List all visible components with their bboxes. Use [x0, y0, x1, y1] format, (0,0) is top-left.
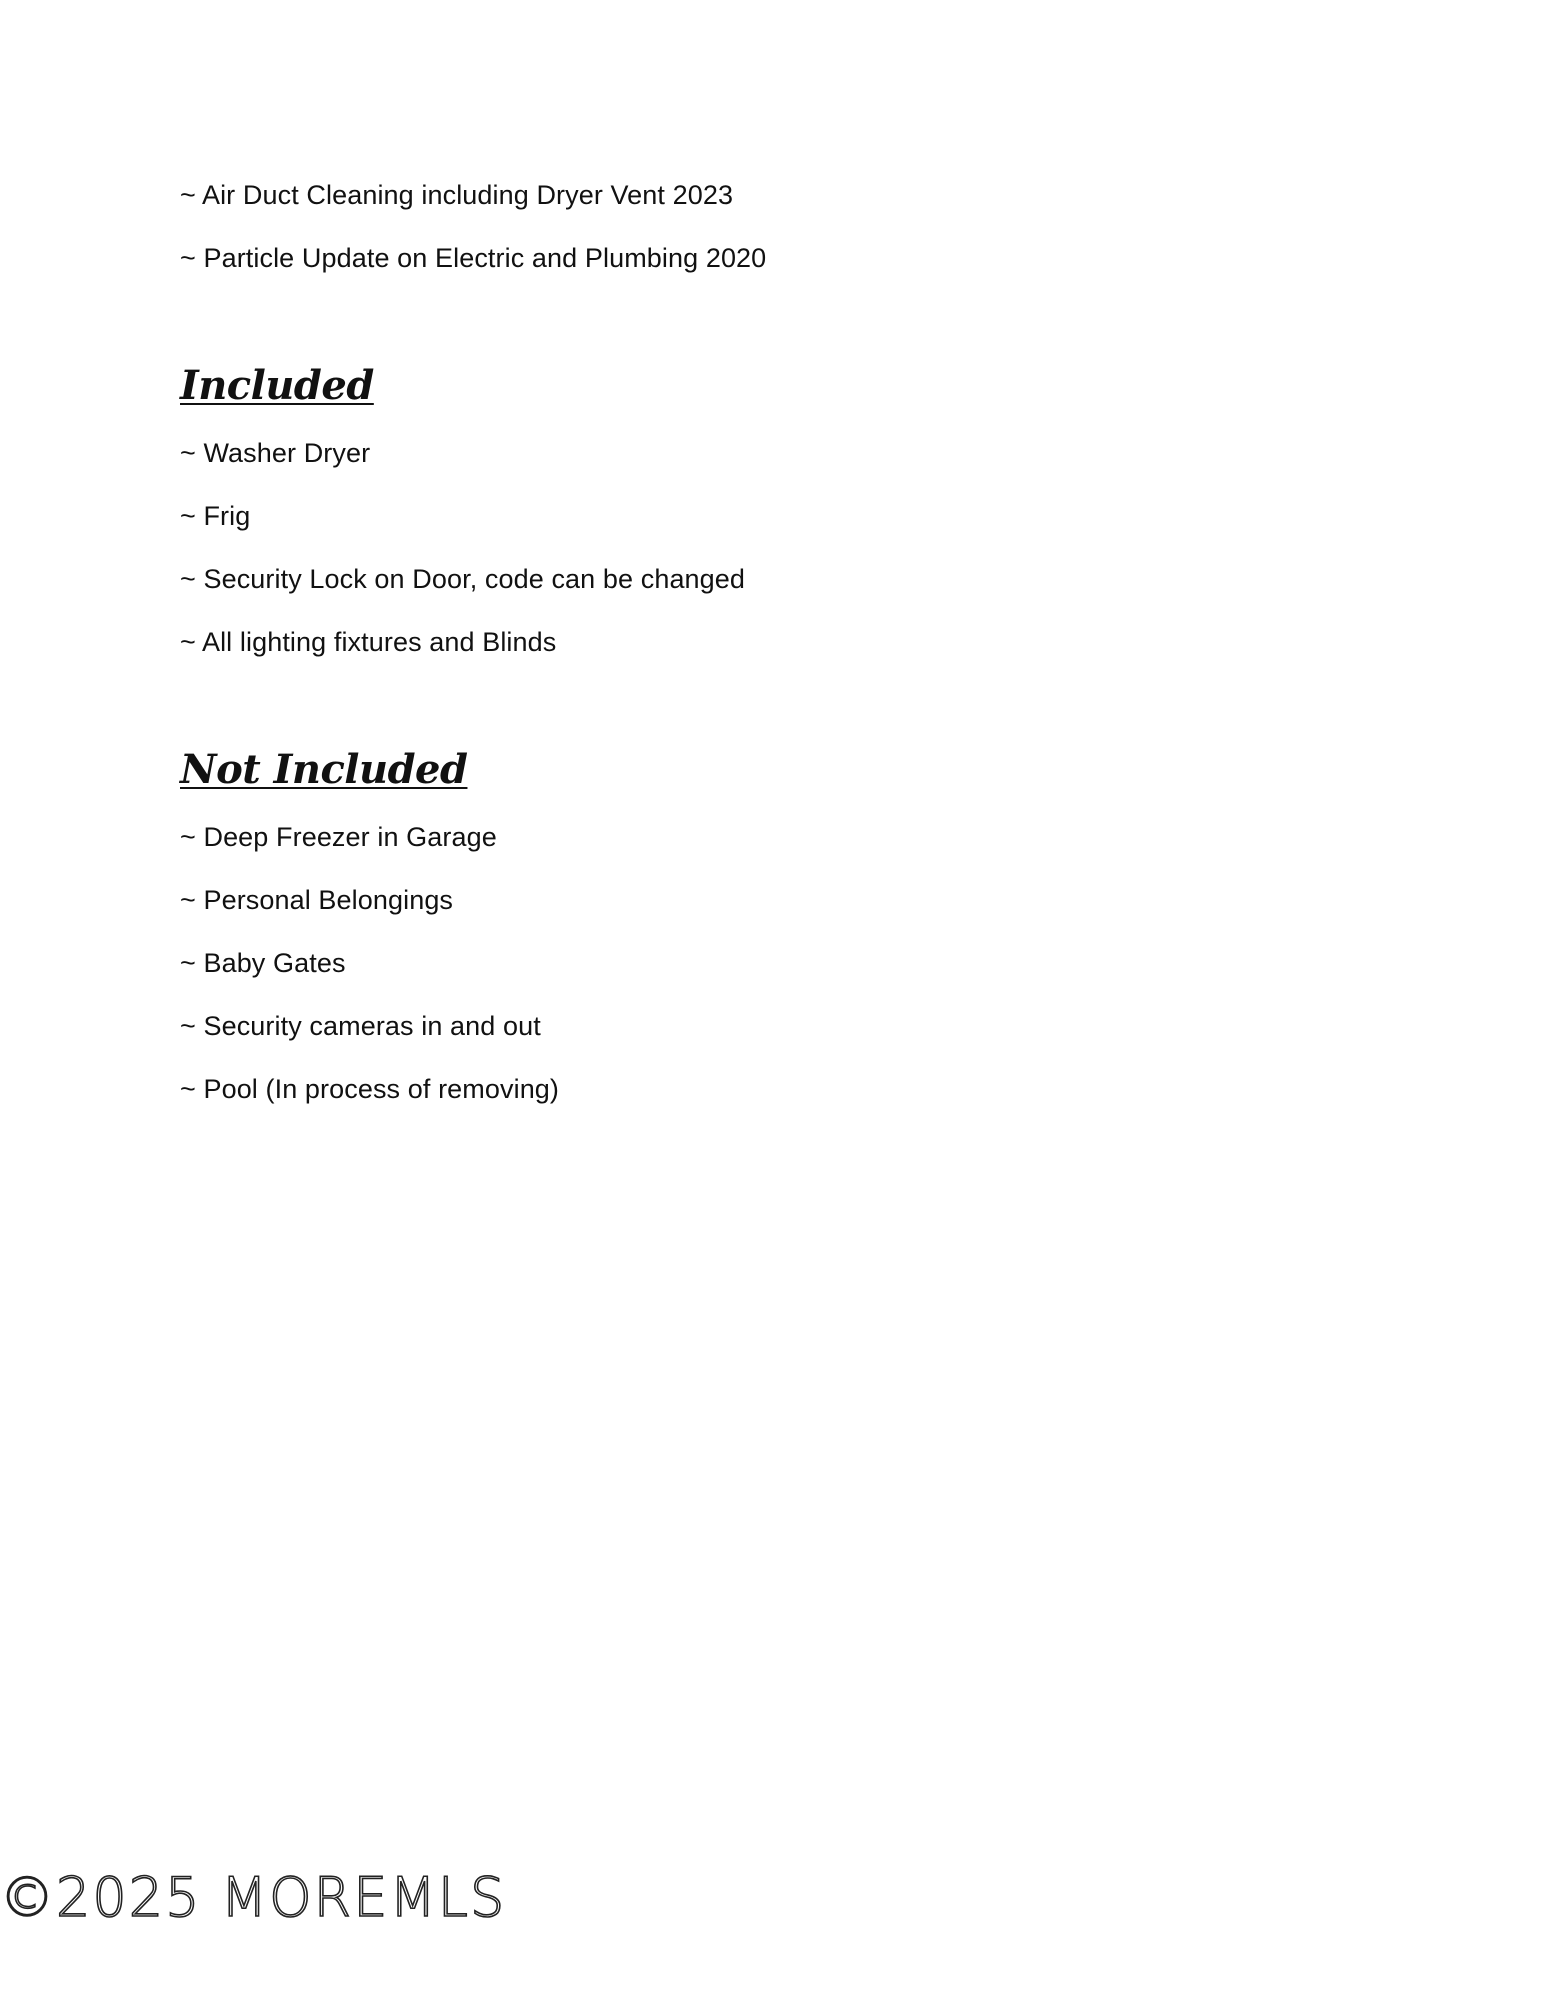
update-item: ~ Air Duct Cleaning including Dryer Vent 2023 — [180, 180, 734, 210]
not-included-item: ~ Security cameras in and out — [180, 1011, 541, 1041]
included-item: ~ Frig — [180, 501, 251, 531]
not-included-item: ~ Pool (In process of removing) — [180, 1074, 560, 1104]
not-included-item: ~ Deep Freezer in Garage — [180, 822, 497, 852]
included-item: ~ Washer Dryer — [180, 438, 371, 468]
included-item: ~ All lighting fixtures and Blinds — [180, 627, 557, 657]
not-included-item: ~ Baby Gates — [180, 948, 346, 978]
section-spacer — [180, 304, 1380, 362]
included-heading: Included — [180, 362, 374, 409]
section-spacer — [180, 688, 1380, 746]
not-included-item: ~ Personal Belongings — [180, 885, 454, 915]
document-content — [180, 178, 1380, 1135]
not-included-heading: Not Included — [180, 746, 468, 793]
copyright-watermark: ©2025 MOREMLS — [0, 1866, 507, 1929]
included-item: ~ Security Lock on Door, code can be changed — [180, 564, 746, 594]
update-item: ~ Particle Update on Electric and Plumbing 2020 — [180, 243, 767, 273]
